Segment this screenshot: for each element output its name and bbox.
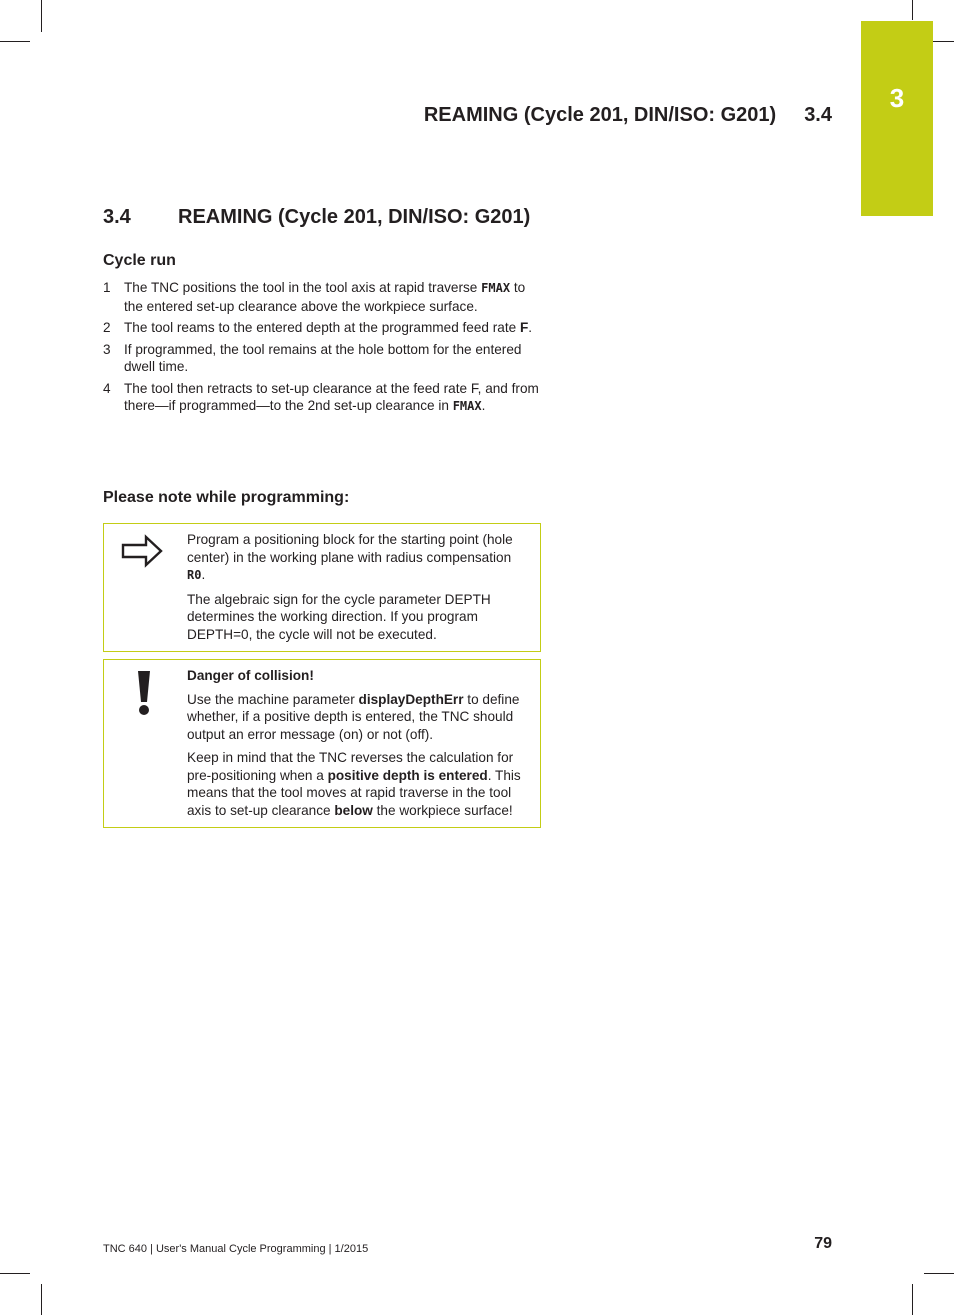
list-item (103, 341, 543, 376)
arrow-right-icon (121, 534, 165, 568)
crop-mark (0, 1273, 30, 1274)
list-item (103, 380, 543, 416)
warning-paragraph (187, 749, 532, 819)
step-number: 1 (103, 280, 111, 295)
list-item (103, 319, 543, 337)
keyword-fmax: FMAX (481, 281, 511, 295)
step-number: 2 (103, 320, 111, 335)
step-text: If programmed, the tool remains at the hole bottom for the entered dwell time. (124, 341, 522, 374)
emphasis-text: below (334, 802, 373, 818)
chapter-tab (861, 21, 933, 216)
info-paragraph: The algebraic sign for the cycle parameter DEPTH determines the working direction. If you program DEPTH=0, the cycle will not be executed. (187, 591, 491, 642)
keyword-f: F (519, 320, 529, 335)
step-number: 3 (103, 341, 111, 357)
keyword-r0: R0 (187, 568, 202, 582)
cycle-steps-list (103, 279, 543, 420)
text-span: . (201, 567, 206, 582)
text-span: Use the machine parameter (187, 691, 359, 707)
step-text: The tool then retracts to set-up clearance at the feed rate F, and from there—if programmed—to the 2nd set-up clearance in (124, 380, 539, 413)
info-note-box (103, 523, 541, 652)
page-number: 79 (814, 1235, 832, 1252)
warning-title-text: Danger of collision! (187, 668, 314, 683)
chapter-number: 3 (889, 83, 905, 113)
section-title (103, 206, 530, 229)
running-head (424, 104, 832, 127)
section-number: 3.4 (103, 206, 131, 228)
step-text: The tool reams to the entered depth at the programmed feed rate (124, 320, 520, 335)
icon-cell (104, 524, 186, 651)
crop-mark (41, 0, 42, 32)
step-number: 4 (103, 380, 111, 396)
list-item (103, 279, 543, 315)
text-span: Keep in mind that the TNC reverses the calculation for pre-positioning when a (187, 750, 514, 783)
running-head-number: 3.4 (804, 104, 832, 126)
crop-mark (912, 1284, 913, 1315)
section-heading: REAMING (Cycle 201, DIN/ISO: G201) (178, 206, 531, 228)
running-head-title: REAMING (Cycle 201, DIN/ISO: G201) (423, 104, 777, 126)
info-note-text (187, 524, 540, 651)
info-paragraph (187, 531, 532, 585)
footer-text: TNC 640 | User's Manual Cycle Programming | 1/2015 (103, 1243, 369, 1255)
text-span: . This means that the tool moves at rapid traverse in the tool axis to set-up clearance (187, 767, 521, 818)
cycle-run-heading: Cycle run (103, 252, 176, 269)
step-text: . (528, 320, 533, 335)
crop-mark (924, 1273, 954, 1274)
text-span: the workpiece surface! (372, 802, 513, 818)
warning-title (187, 667, 532, 685)
step-text: . (481, 398, 486, 413)
step-text: to the entered set-up clearance above the workpiece surface. (124, 280, 526, 314)
text-span: Program a positioning block for the starting point (hole center) in the working plane with radius compensation (187, 532, 513, 565)
keyword-fmax: FMAX (452, 399, 482, 413)
crop-mark (912, 0, 913, 20)
crop-mark (41, 1284, 42, 1315)
crop-mark (0, 41, 30, 42)
step-text: The TNC positions the tool in the tool axis at rapid traverse (124, 280, 482, 295)
warning-note-text (187, 660, 540, 827)
warning-paragraph (187, 691, 532, 744)
exclamation-icon (134, 669, 154, 717)
warning-note-box (103, 659, 541, 828)
text-span: to define whether, if a positive depth is entered, the TNC should output an error message (on) or not (off). (187, 691, 520, 742)
emphasis-text: positive depth is entered (327, 767, 488, 783)
icon-cell (104, 660, 186, 827)
programming-note-heading: Please note while programming: (103, 489, 350, 506)
parameter-name: displayDepthErr (358, 691, 464, 707)
